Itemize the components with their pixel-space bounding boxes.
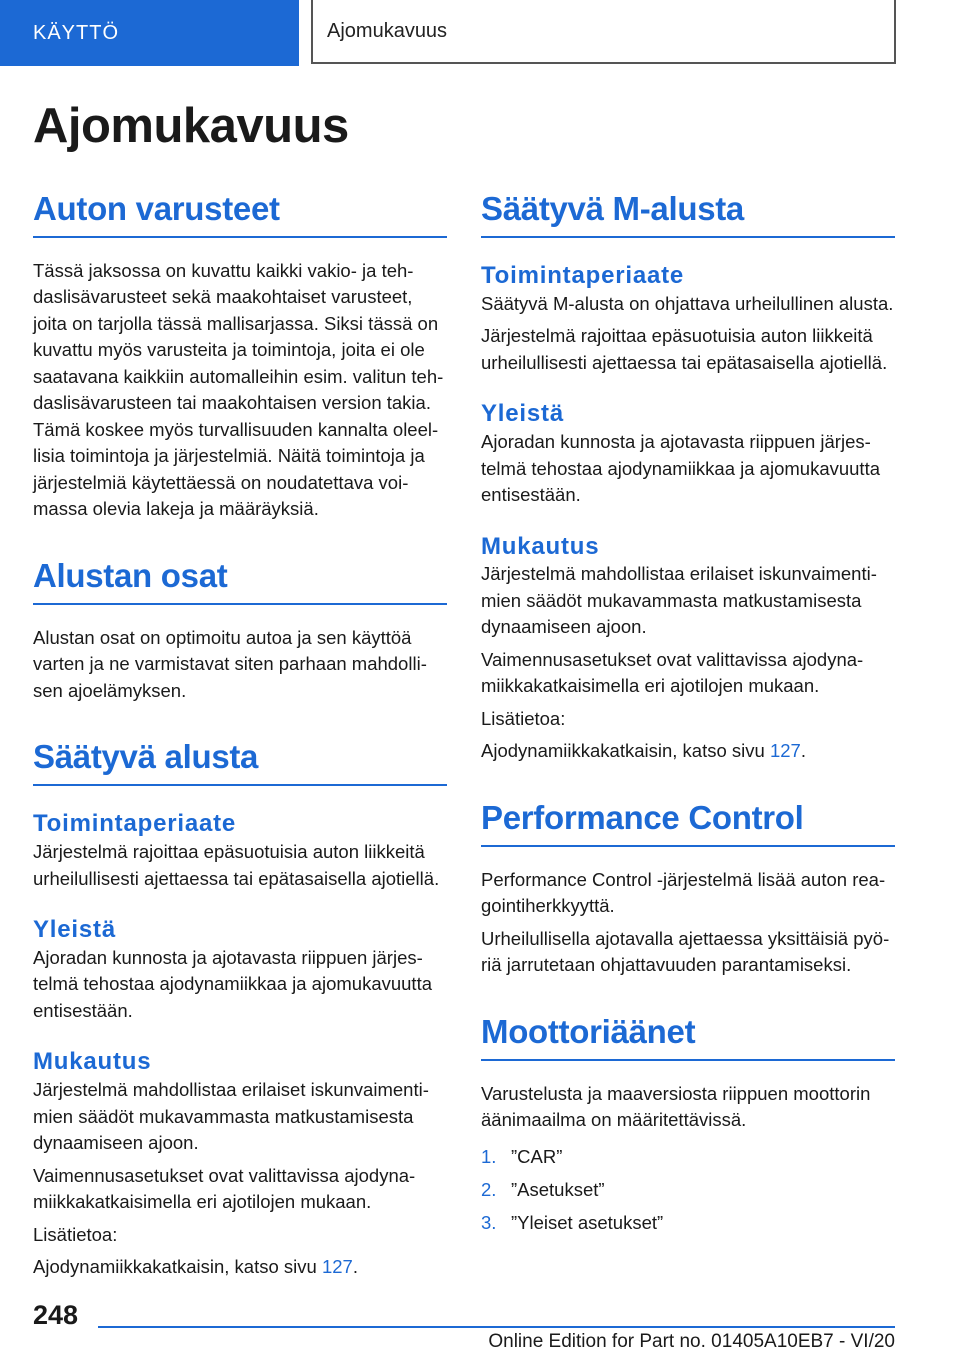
page-number: 248 <box>33 1300 79 1330</box>
cross-reference-text: Ajodynamiikkakatkaisin, katso sivu <box>481 740 770 762</box>
page-link-127[interactable]: 127 <box>321 1256 353 1278</box>
paragraph-lisatietoa: Lisätietoa: <box>481 707 566 729</box>
paragraph-toimintaperiaate-1: Säätyvä M-alusta on ohjattava urheilullinen alusta. <box>481 292 894 314</box>
list-item <box>481 1140 895 1173</box>
cross-reference-end: . <box>352 1256 358 1278</box>
subheading-yleista: Yleistä <box>481 400 564 428</box>
cross-reference-end: . <box>800 740 806 762</box>
paragraph-toimintaperiaate: Järjestelmä rajoittaa epäsuotuisia auton liikkeitä urheilullisesti ajettaessa tai epätasaisella ajotiellä. <box>33 841 440 889</box>
subheading-yleista: Yleistä <box>33 916 116 944</box>
paragraph-yleista: Ajoradan kunnosta ja ajotavasta riippuen järjestelmä tehostaa ajodynamiikkaa ja ajomukavuutta entisestään. <box>33 946 433 1021</box>
heading-saatyva-alusta: Säätyvä alusta <box>33 738 447 786</box>
subheading-mukautus: Mukautus <box>33 1048 152 1076</box>
heading-auton-varusteet: Auton varusteet <box>33 190 447 238</box>
paragraph-mukautus-2: Vaimennusasetukset ovat valittavissa ajodynamiikkakatkaisimella eri ajotilojen mukaan. <box>481 648 864 697</box>
heading-saatyva-m-alusta: Säätyvä M-alusta <box>481 190 895 238</box>
paragraph-mukautus-1: Järjestelmä mahdollistaa erilaiset iskunvaimentimien säädöt mukavammasta matkustamisesta dynaamiseen ajoon. <box>481 563 877 638</box>
step-number: 3. <box>481 1211 497 1233</box>
list-item <box>481 1206 895 1239</box>
section-tab: KÄYTTÖ <box>0 0 299 66</box>
step-text: ”Yleiset asetukset” <box>511 1211 664 1233</box>
subheading-toimintaperiaate: Toimintaperiaate <box>481 261 685 289</box>
paragraph-performance-control-2: Urheilullisella ajotavalla ajettaessa yksittäisiä pyöriä jarrutetaan ohjattavuuden parantamiseksi. <box>481 927 890 976</box>
paragraph-auton-varusteet: Tässä jaksossa on kuvattu kaikki vakio- ja tehdaslisävarusteet sekä maakohtaiset varusteet, joita on tarjolla tässä mallisarjassa. Siksi tässä on kuvattu myös varusteita ja toimintoja, joita ei ole saatavana kaikkiin automalleihin esim. valitun tehdaslisävarusteen tai maakohtaisen version takia. Tämä koskee myös turvallisuuden kannalta oleellisia toimintoja ja järjestelmiä. Näitä toimintoja ja järjestelmiä käytettäessä on noudatettava voimassa olevia lakeja ja määräyksiä. <box>33 259 444 520</box>
paragraph-moottoriaanet: Varustelusta ja maaversiosta riippuen moottorin äänimaailma on määritettävissä. <box>481 1082 871 1131</box>
chapter-header: Ajomukavuus <box>311 0 896 64</box>
step-text: ”CAR” <box>511 1145 563 1167</box>
subheading-mukautus: Mukautus <box>481 532 600 560</box>
cross-reference-text: Ajodynamiikkakatkaisin, katso sivu <box>33 1256 322 1278</box>
heading-performance-control: Performance Control <box>481 799 895 847</box>
page-title: Ajomukavuus <box>33 99 349 153</box>
heading-alustan-osat: Alustan osat <box>33 557 447 605</box>
list-item <box>481 1173 895 1206</box>
step-number: 1. <box>481 1145 497 1167</box>
paragraph-yleista: Ajoradan kunnosta ja ajotavasta riippuen järjestelmä tehostaa ajodynamiikkaa ja ajomukavuutta entisestään. <box>481 431 881 506</box>
paragraph-toimintaperiaate-2: Järjestelmä rajoittaa epäsuotuisia auton liikkeitä urheilullisesti ajettaessa tai epätasaisella ajotiellä. <box>481 325 888 373</box>
paragraph-performance-control-1: Performance Control -järjestelmä lisää auton reagointiherkkyyttä. <box>481 868 886 917</box>
footer-divider <box>98 1326 895 1328</box>
cross-reference <box>481 738 895 765</box>
paragraph-lisatietoa: Lisätietoa: <box>33 1223 118 1245</box>
subheading-toimintaperiaate: Toimintaperiaate <box>33 810 237 838</box>
steps-list <box>481 1140 895 1239</box>
paragraph-alustan-osat: Alustan osat on optimoitu autoa ja sen käyttöä varten ja ne varmistavat siten parhaan mahdollisen ajoelämyksen. <box>33 626 427 701</box>
step-text: ”Asetukset” <box>511 1178 605 1200</box>
cross-reference <box>33 1254 447 1281</box>
paragraph-mukautus-2: Vaimennusasetukset ovat valittavissa ajodynamiikkakatkaisimella eri ajotilojen mukaan. <box>33 1164 416 1213</box>
left-column <box>33 190 447 1281</box>
right-column <box>481 190 895 1239</box>
edition-footer: Online Edition for Part no. 01405A10EB7 - VI/20 <box>488 1331 895 1352</box>
page-link-127[interactable]: 127 <box>769 740 801 762</box>
paragraph-mukautus-1: Järjestelmä mahdollistaa erilaiset iskunvaimentimien säädöt mukavammasta matkustamisesta dynaamiseen ajoon. <box>33 1079 429 1154</box>
heading-moottoriaanet: Moottoriäänet <box>481 1013 895 1061</box>
step-number: 2. <box>481 1178 497 1200</box>
